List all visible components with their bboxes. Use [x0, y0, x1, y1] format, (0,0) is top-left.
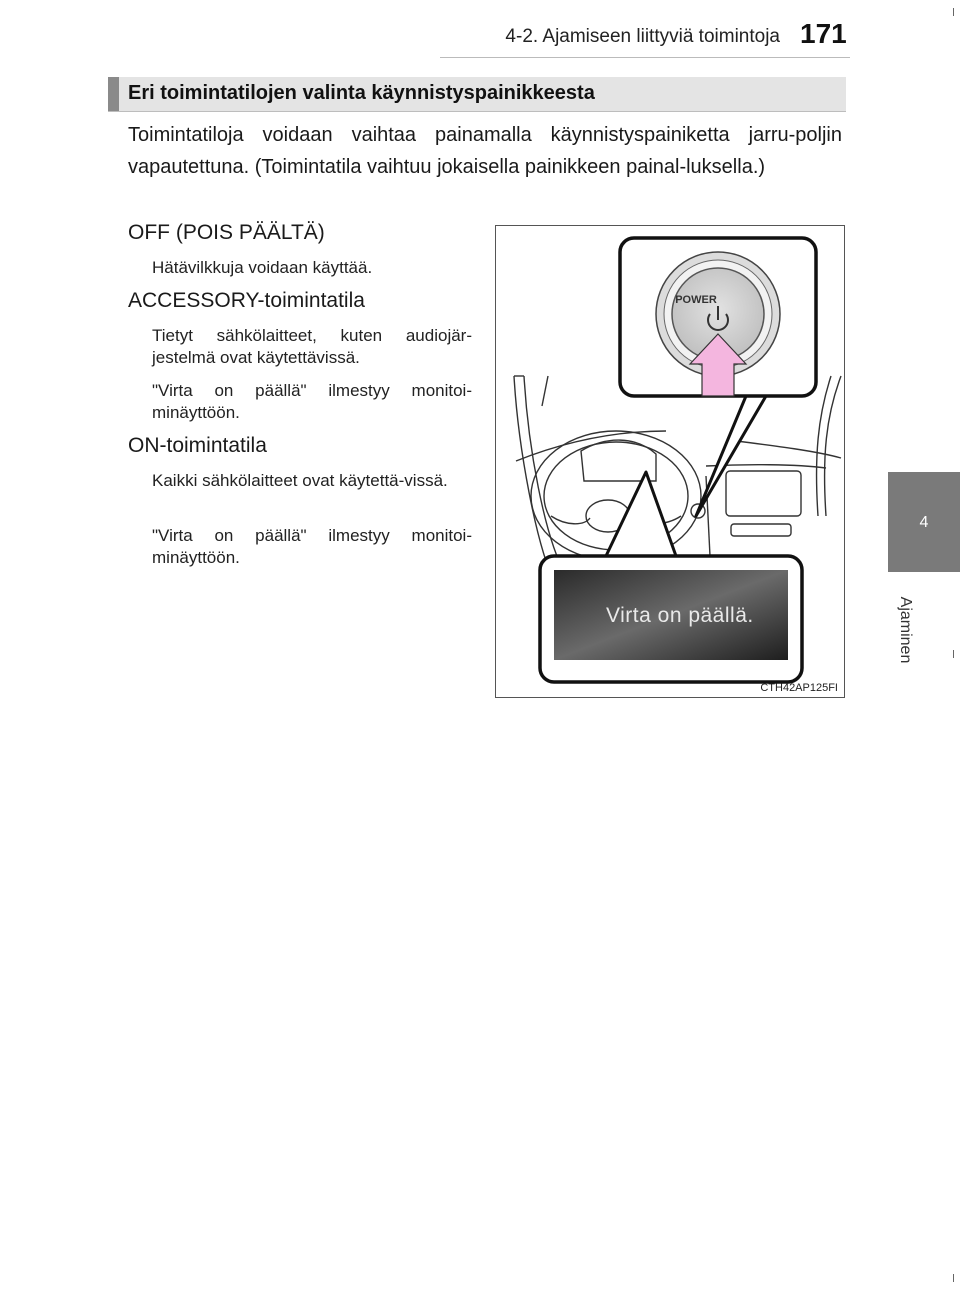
trim-mark	[953, 650, 954, 658]
header-divider	[440, 57, 850, 58]
mode-desc-off: Hätävilkkuja voidaan käyttää.	[152, 258, 373, 277]
trim-mark	[953, 1274, 954, 1282]
mode-desc-on-2: "Virta on päällä" ilmestyy monitoi-minäyttöön.	[152, 526, 472, 567]
mode-desc-on-1: Kaikki sähkölaitteet ovat käytettä-vissä.	[152, 471, 448, 490]
chapter-title: 4-2. Ajamiseen liittyviä toimintoja	[505, 26, 780, 47]
mode-title-off: OFF (POIS PÄÄLTÄ)	[128, 221, 325, 244]
intro-paragraph: Toimintatiloja voidaan vaihtaa painamalla käynnistyspainiketta jarru-poljin vapautettuna. (Toimintatila vaihtuu jokaisella painikkeen painal-luksella.)	[128, 124, 842, 178]
chapter-tab-number: 4	[919, 514, 929, 531]
mode-title-accessory: ACCESSORY-toimintatila	[128, 289, 365, 312]
trim-mark	[953, 8, 954, 16]
section-heading-accent	[108, 77, 119, 111]
chapter-tab	[888, 472, 960, 572]
section-title: Eri toimintatilojen valinta käynnistyspainikkeesta	[128, 82, 595, 104]
section-heading-bar	[108, 77, 846, 112]
display-message: Virta on päällä.	[606, 604, 754, 627]
mode-title-on: ON-toimintatila	[128, 434, 267, 457]
figure-code: CTH42AP125FI	[760, 682, 838, 694]
power-switch-illustration	[495, 225, 845, 698]
power-callout	[620, 238, 816, 516]
chapter-tab-label: Ajaminen	[897, 596, 914, 664]
mode-desc-accessory-2: "Virta on päällä" ilmestyy monitoi-minäyttöön.	[152, 381, 472, 422]
display-callout	[540, 472, 802, 682]
mode-desc-accessory-1: Tietyt sähkölaitteet, kuten audiojär-jestelmä ovat käytettävissä.	[152, 326, 472, 367]
power-button-label: POWER	[675, 294, 717, 306]
page-number: 171	[800, 18, 847, 49]
